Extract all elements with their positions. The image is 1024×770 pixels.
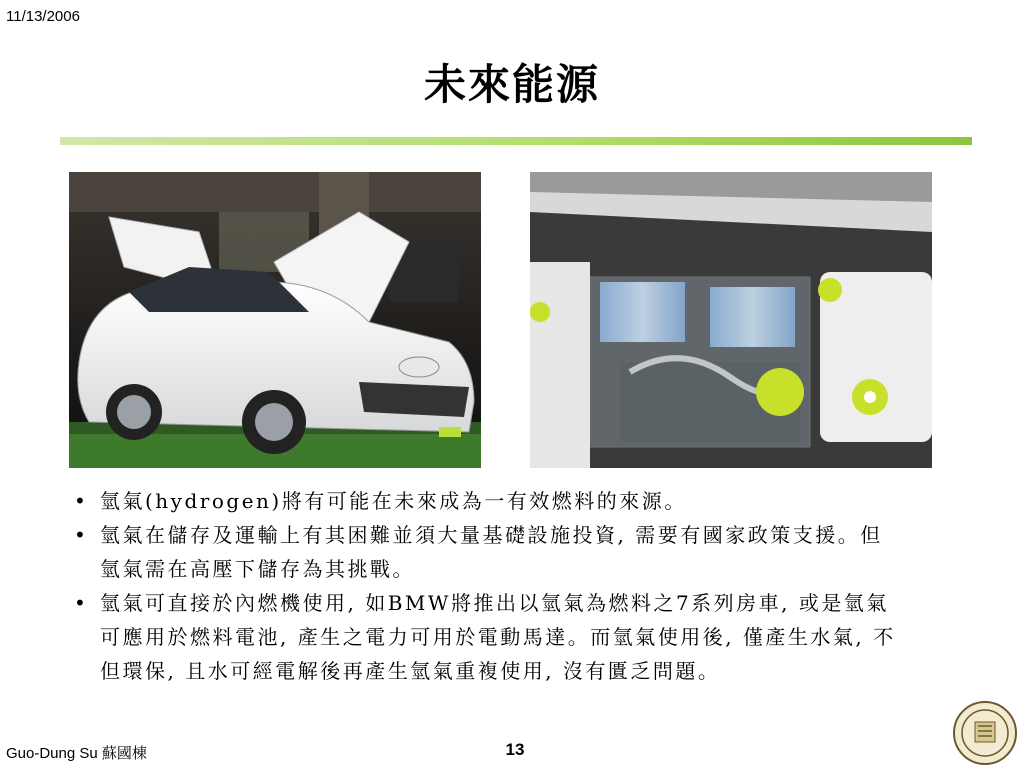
bullet-dot-icon: • [74,489,89,513]
page-number: 13 [505,740,525,759]
bullet-list [60,484,900,688]
bullet-text: 氫氣(hydrogen)將有可能在未來成為一有效燃料的來源。 [100,489,687,513]
bullet-dot-icon: • [74,523,89,547]
fuel-cell-engine-photo [530,172,932,468]
title-divider [60,137,972,145]
bullet-text: 氫氣可直接於內燃機使用, 如BMW將推出以氫氣為燃料之7系列房車, 或是氫氣可應用於燃料電池, 產生之電力可用於電動馬達。而氫氣使用後, 僅產生水氣, 不但環保, 且水可經電解後再產生氫氣重複使用, 沒有匱乏問題。 [100,591,896,683]
bullet-item [60,484,900,518]
bullet-dot-icon: • [74,591,89,615]
university-seal-icon [950,700,1020,766]
slide-title: 未來能源 [423,60,600,109]
bullet-item [60,518,900,586]
footer-author: Guo-Dung Su 蘇國棟 [6,745,147,762]
hydrogen-car-photo [69,172,481,468]
bullet-item [60,586,900,688]
slide-date: 11/13/2006 [6,8,80,25]
bullet-text: 氫氣在儲存及運輸上有其困難並須大量基礎設施投資, 需要有國家政策支援。但氫氣需在高壓下儲存為其挑戰。 [100,523,883,581]
